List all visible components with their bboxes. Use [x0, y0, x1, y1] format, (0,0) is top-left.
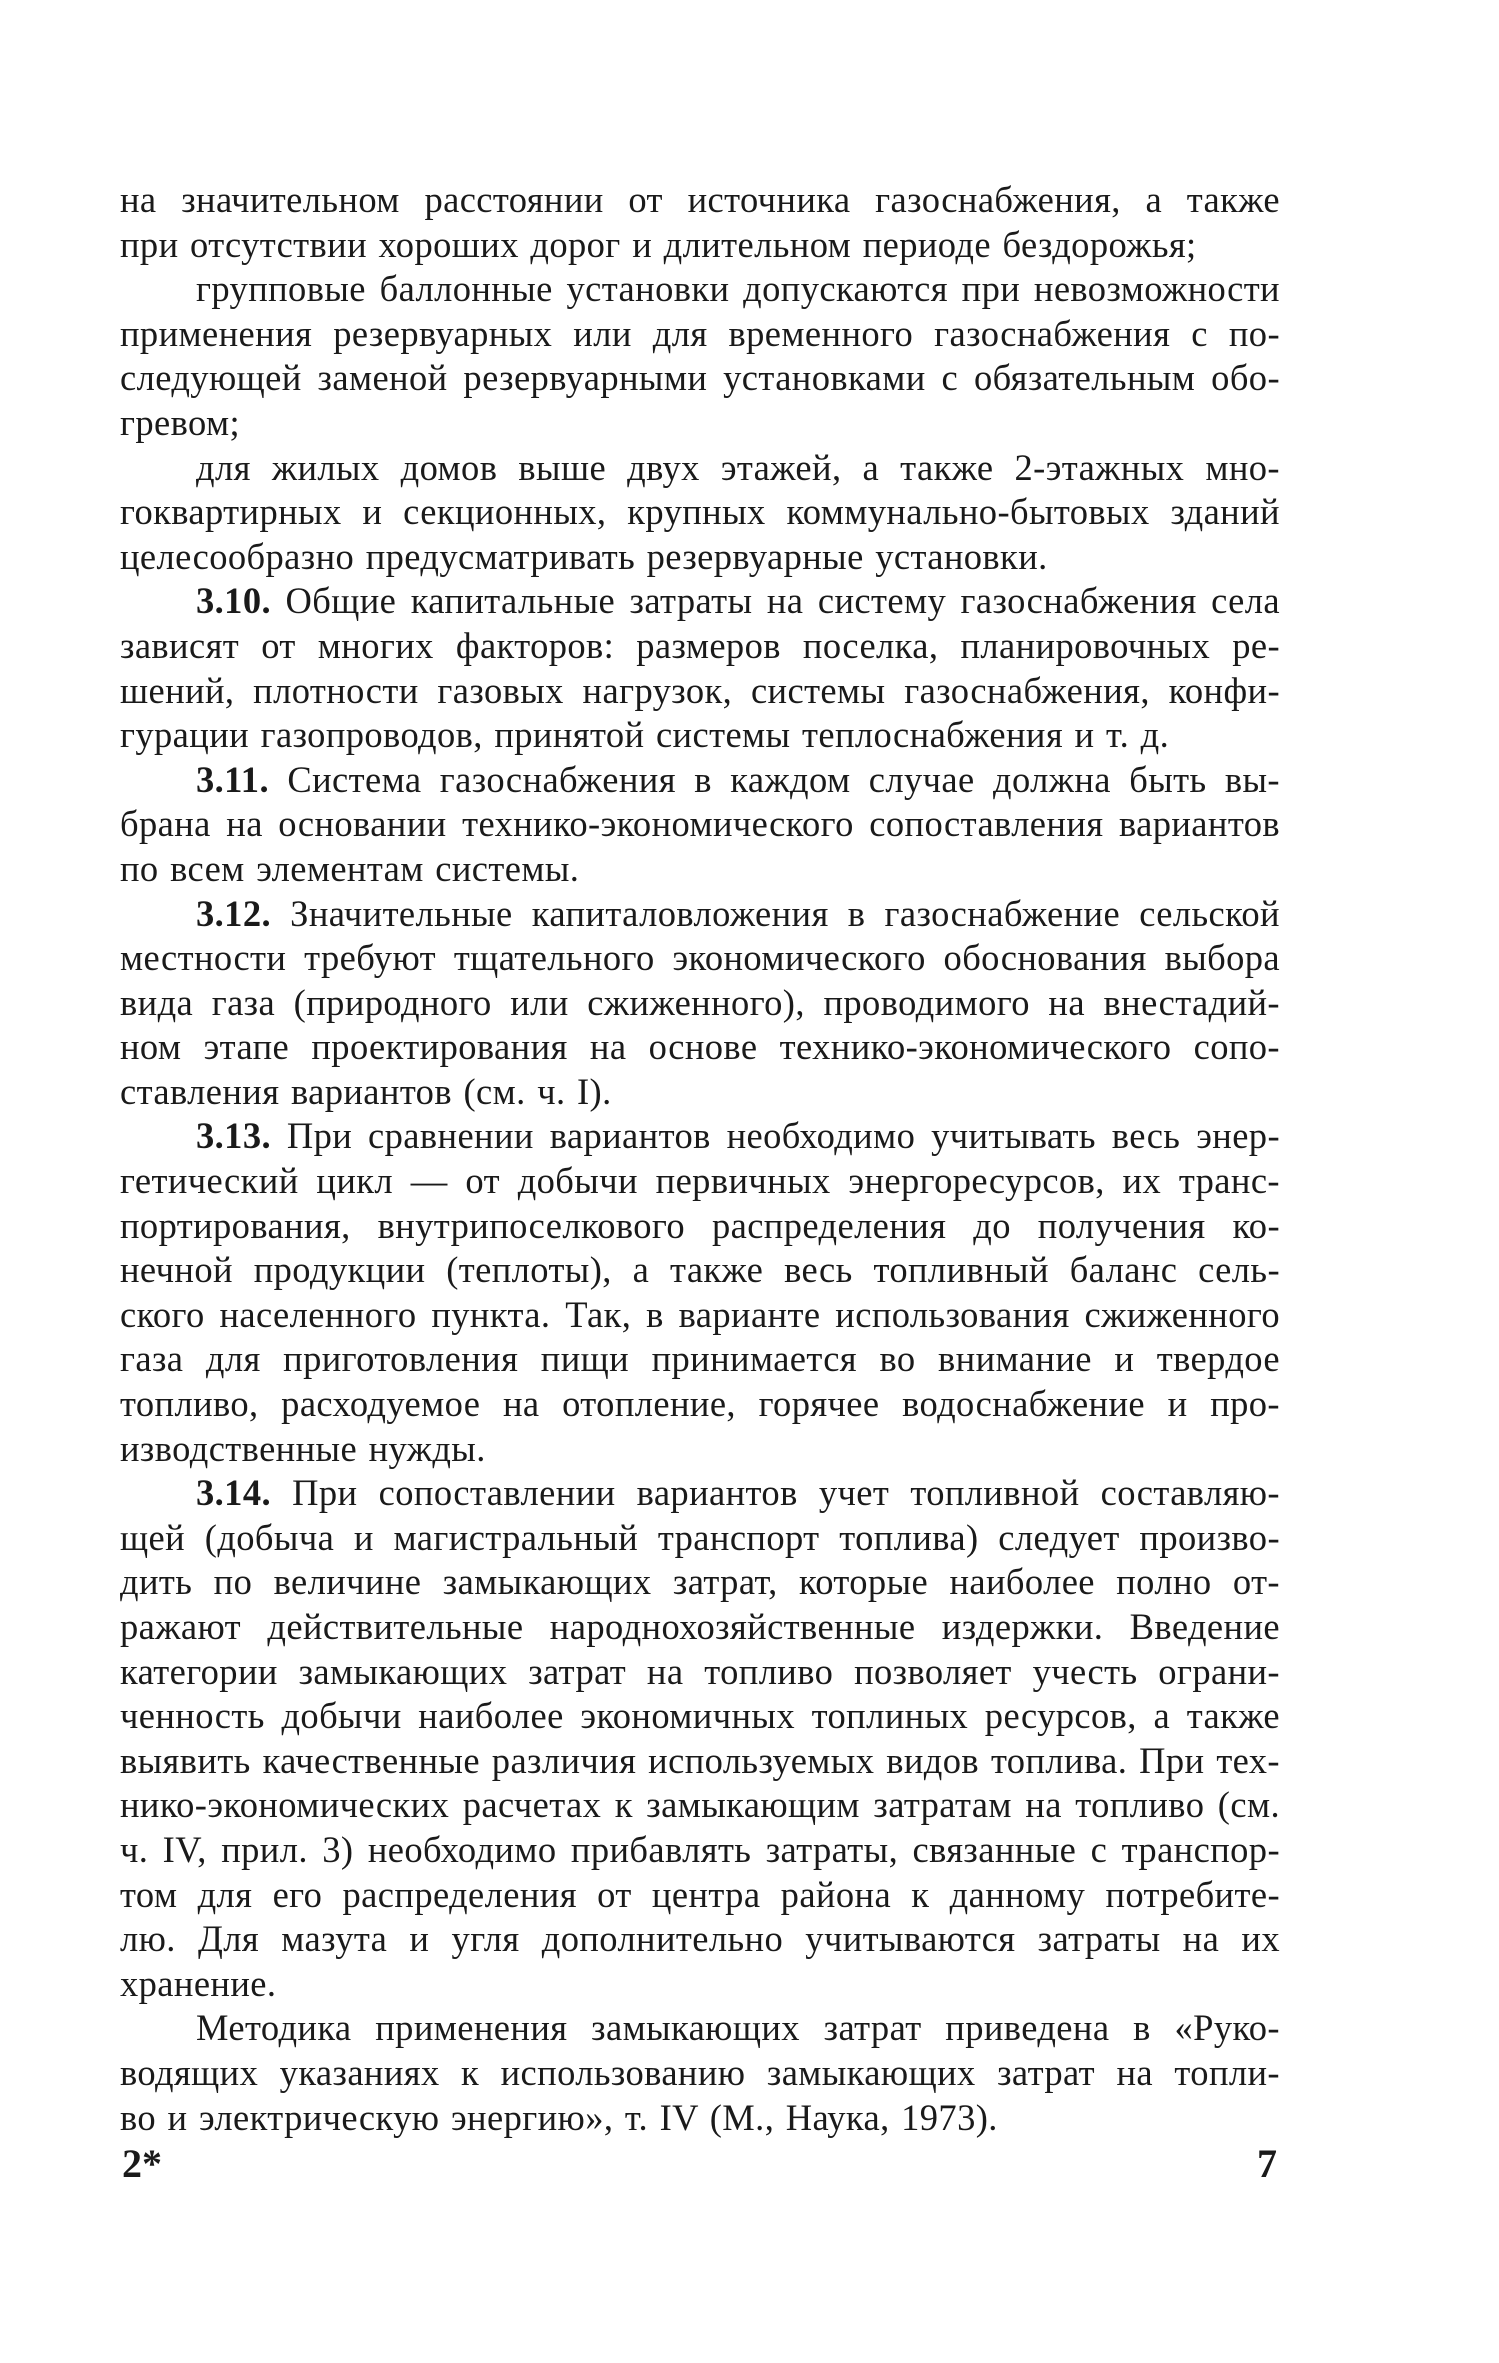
text-line: [120, 2051, 1280, 2096]
text-line: [120, 1739, 1280, 1784]
text-line: [120, 490, 1280, 535]
line-text: брана на основании технико-экономического сопоставления вариантов: [120, 803, 1280, 845]
line-text: зависят от многих факторов: размеров поселка, планировочных ре-: [120, 624, 1280, 666]
line-text: Система газоснабжения в каждом случае должна быть вы-: [269, 758, 1280, 800]
line-text: ченность добычи наиболее экономичных топлиных ресурсов, а также: [120, 1695, 1280, 1737]
text-line: [120, 1427, 1280, 1472]
section-number: 3.13.: [196, 1115, 271, 1157]
line-text: гурации газопроводов, принятой системы теплоснабжения и т. д.: [120, 714, 1170, 756]
line-text: газа для приготовления пищи принимается во внимание и твердое: [120, 1338, 1280, 1380]
text-line: [120, 1204, 1280, 1249]
text-line: [120, 669, 1280, 714]
line-text: нико-экономических расчетах к замыкающим затратам на топливо (см.: [120, 1784, 1280, 1826]
text-line: [120, 1248, 1280, 1293]
page-body: [120, 178, 1280, 2140]
text-line: [120, 1471, 1280, 1516]
text-line: [120, 624, 1280, 669]
line-text: изводственные нужды.: [120, 1427, 486, 1469]
signature-mark: 2*: [122, 2141, 162, 2186]
text-line: [120, 1783, 1280, 1828]
text-line: [120, 802, 1280, 847]
text-line: [120, 446, 1280, 491]
line-text: При сопоставлении вариантов учет топливной составляю-: [271, 1472, 1280, 1514]
line-text: нечной продукции (теплоты), а также весь топливный баланс сель-: [120, 1249, 1280, 1291]
section-number: 3.12.: [196, 892, 271, 934]
text-line: [120, 1337, 1280, 1382]
line-text: гетический цикл — от добычи первичных энергоресурсов, их транс-: [120, 1160, 1280, 1202]
line-text: портирования, внутрипоселкового распределения до получения ко-: [120, 1204, 1280, 1246]
line-text: местности требуют тщательного экономического обоснования выбора: [120, 937, 1280, 979]
line-text: ражают действительные народнохозяйственные издержки. Введение: [120, 1606, 1280, 1647]
line-text: том для его распределения от центра района к данному потребите-: [120, 1873, 1280, 1915]
text-line: [120, 1962, 1280, 2007]
text-line: [120, 1159, 1280, 1204]
line-text: топливо, расходуемое на отопление, горячее водоснабжение и про-: [120, 1383, 1280, 1425]
text-line: [120, 936, 1280, 981]
text-line: [120, 1070, 1280, 1115]
section-number: 3.10.: [196, 580, 271, 622]
line-text: для жилых домов выше двух этажей, а также 2-этажных мно-: [196, 446, 1280, 488]
text-line: [120, 401, 1280, 446]
line-text: ч. IV, прил. 3) необходимо прибавлять затраты, связанные с транспор-: [120, 1828, 1280, 1870]
text-line: [120, 1293, 1280, 1338]
line-text: применения резервуарных или для временного газоснабжения с по-: [120, 312, 1280, 354]
text-line: [120, 981, 1280, 1026]
line-text: выявить качественные различия используемых видов топлива. При тех-: [120, 1739, 1280, 1781]
text-line: [120, 223, 1280, 268]
line-text: на значительном расстоянии от источника газоснабжения, а также: [120, 179, 1280, 220]
line-text: дить по величине замыкающих затрат, которые наиболее полно от-: [120, 1561, 1280, 1603]
line-text: групповые баллонные установки допускаются при невозможности: [196, 268, 1280, 310]
text-line: [120, 1828, 1280, 1873]
line-text: гревом;: [120, 401, 240, 443]
line-text: шений, плотности газовых нагрузок, системы газоснабжения, конфи-: [120, 669, 1280, 711]
line-text: во и электрическую энергию», т. IV (М., Наука, 1973).: [120, 2096, 998, 2138]
text-line: [120, 267, 1280, 312]
line-text: ном этапе проектирования на основе технико-экономического сопо-: [120, 1026, 1280, 1068]
text-line: [120, 579, 1280, 624]
section-number: 3.14.: [196, 1472, 271, 1514]
line-text: по всем элементам системы.: [120, 847, 580, 889]
line-text: ского населенного пункта. Так, в варианте использования сжиженного: [120, 1293, 1280, 1335]
page-number: 7: [1257, 2141, 1277, 2186]
text-line: [120, 2096, 1280, 2141]
text-line: [120, 535, 1280, 580]
line-text: лю. Для мазута и угля дополнительно учитываются затраты на их: [120, 1918, 1280, 1960]
text-line: [120, 356, 1280, 401]
text-line: [120, 178, 1280, 223]
line-text: Значительные капиталовложения в газоснабжение сельской: [271, 892, 1280, 934]
line-text: следующей заменой резервуарными установками с обязательным обо-: [120, 357, 1280, 399]
text-line: [120, 1917, 1280, 1962]
text-line: [120, 1873, 1280, 1918]
text-line: [120, 1650, 1280, 1695]
text-line: [120, 1605, 1280, 1650]
text-line: [120, 1516, 1280, 1561]
text-line: [120, 1114, 1280, 1159]
line-text: водящих указаниях к использованию замыкающих затрат на топли-: [120, 2051, 1280, 2093]
text-line: [120, 1382, 1280, 1427]
line-text: Методика применения замыкающих затрат приведена в «Руко-: [196, 2007, 1280, 2049]
line-text: щей (добыча и магистральный транспорт топлива) следует произво-: [120, 1516, 1280, 1558]
line-text: Общие капитальные затраты на систему газоснабжения села: [271, 580, 1280, 622]
text-line: [120, 847, 1280, 892]
text-line: [120, 1560, 1280, 1605]
line-text: вида газа (природного или сжиженного), проводимого на внестадий-: [120, 981, 1280, 1023]
text-line: [120, 758, 1280, 803]
line-text: хранение.: [120, 1962, 277, 2004]
text-line: [120, 1694, 1280, 1739]
text-line: [120, 312, 1280, 357]
text-line: [120, 1025, 1280, 1070]
line-text: при отсутствии хороших дорог и длительном периоде бездорожья;: [120, 223, 1197, 265]
line-text: ставления вариантов (см. ч. I).: [120, 1070, 612, 1112]
line-text: При сравнении вариантов необходимо учитывать весь энер-: [271, 1115, 1280, 1157]
text-line: [120, 892, 1280, 937]
section-number: 3.11.: [196, 758, 269, 800]
text-line: [120, 713, 1280, 758]
line-text: категории замыкающих затрат на топливо позволяет учесть ограни-: [120, 1650, 1280, 1692]
line-text: целесообразно предусматривать резервуарные установки.: [120, 535, 1048, 577]
text-line: [120, 2006, 1280, 2051]
line-text: гоквартирных и секционных, крупных коммунально-бытовых зданий: [120, 491, 1280, 533]
